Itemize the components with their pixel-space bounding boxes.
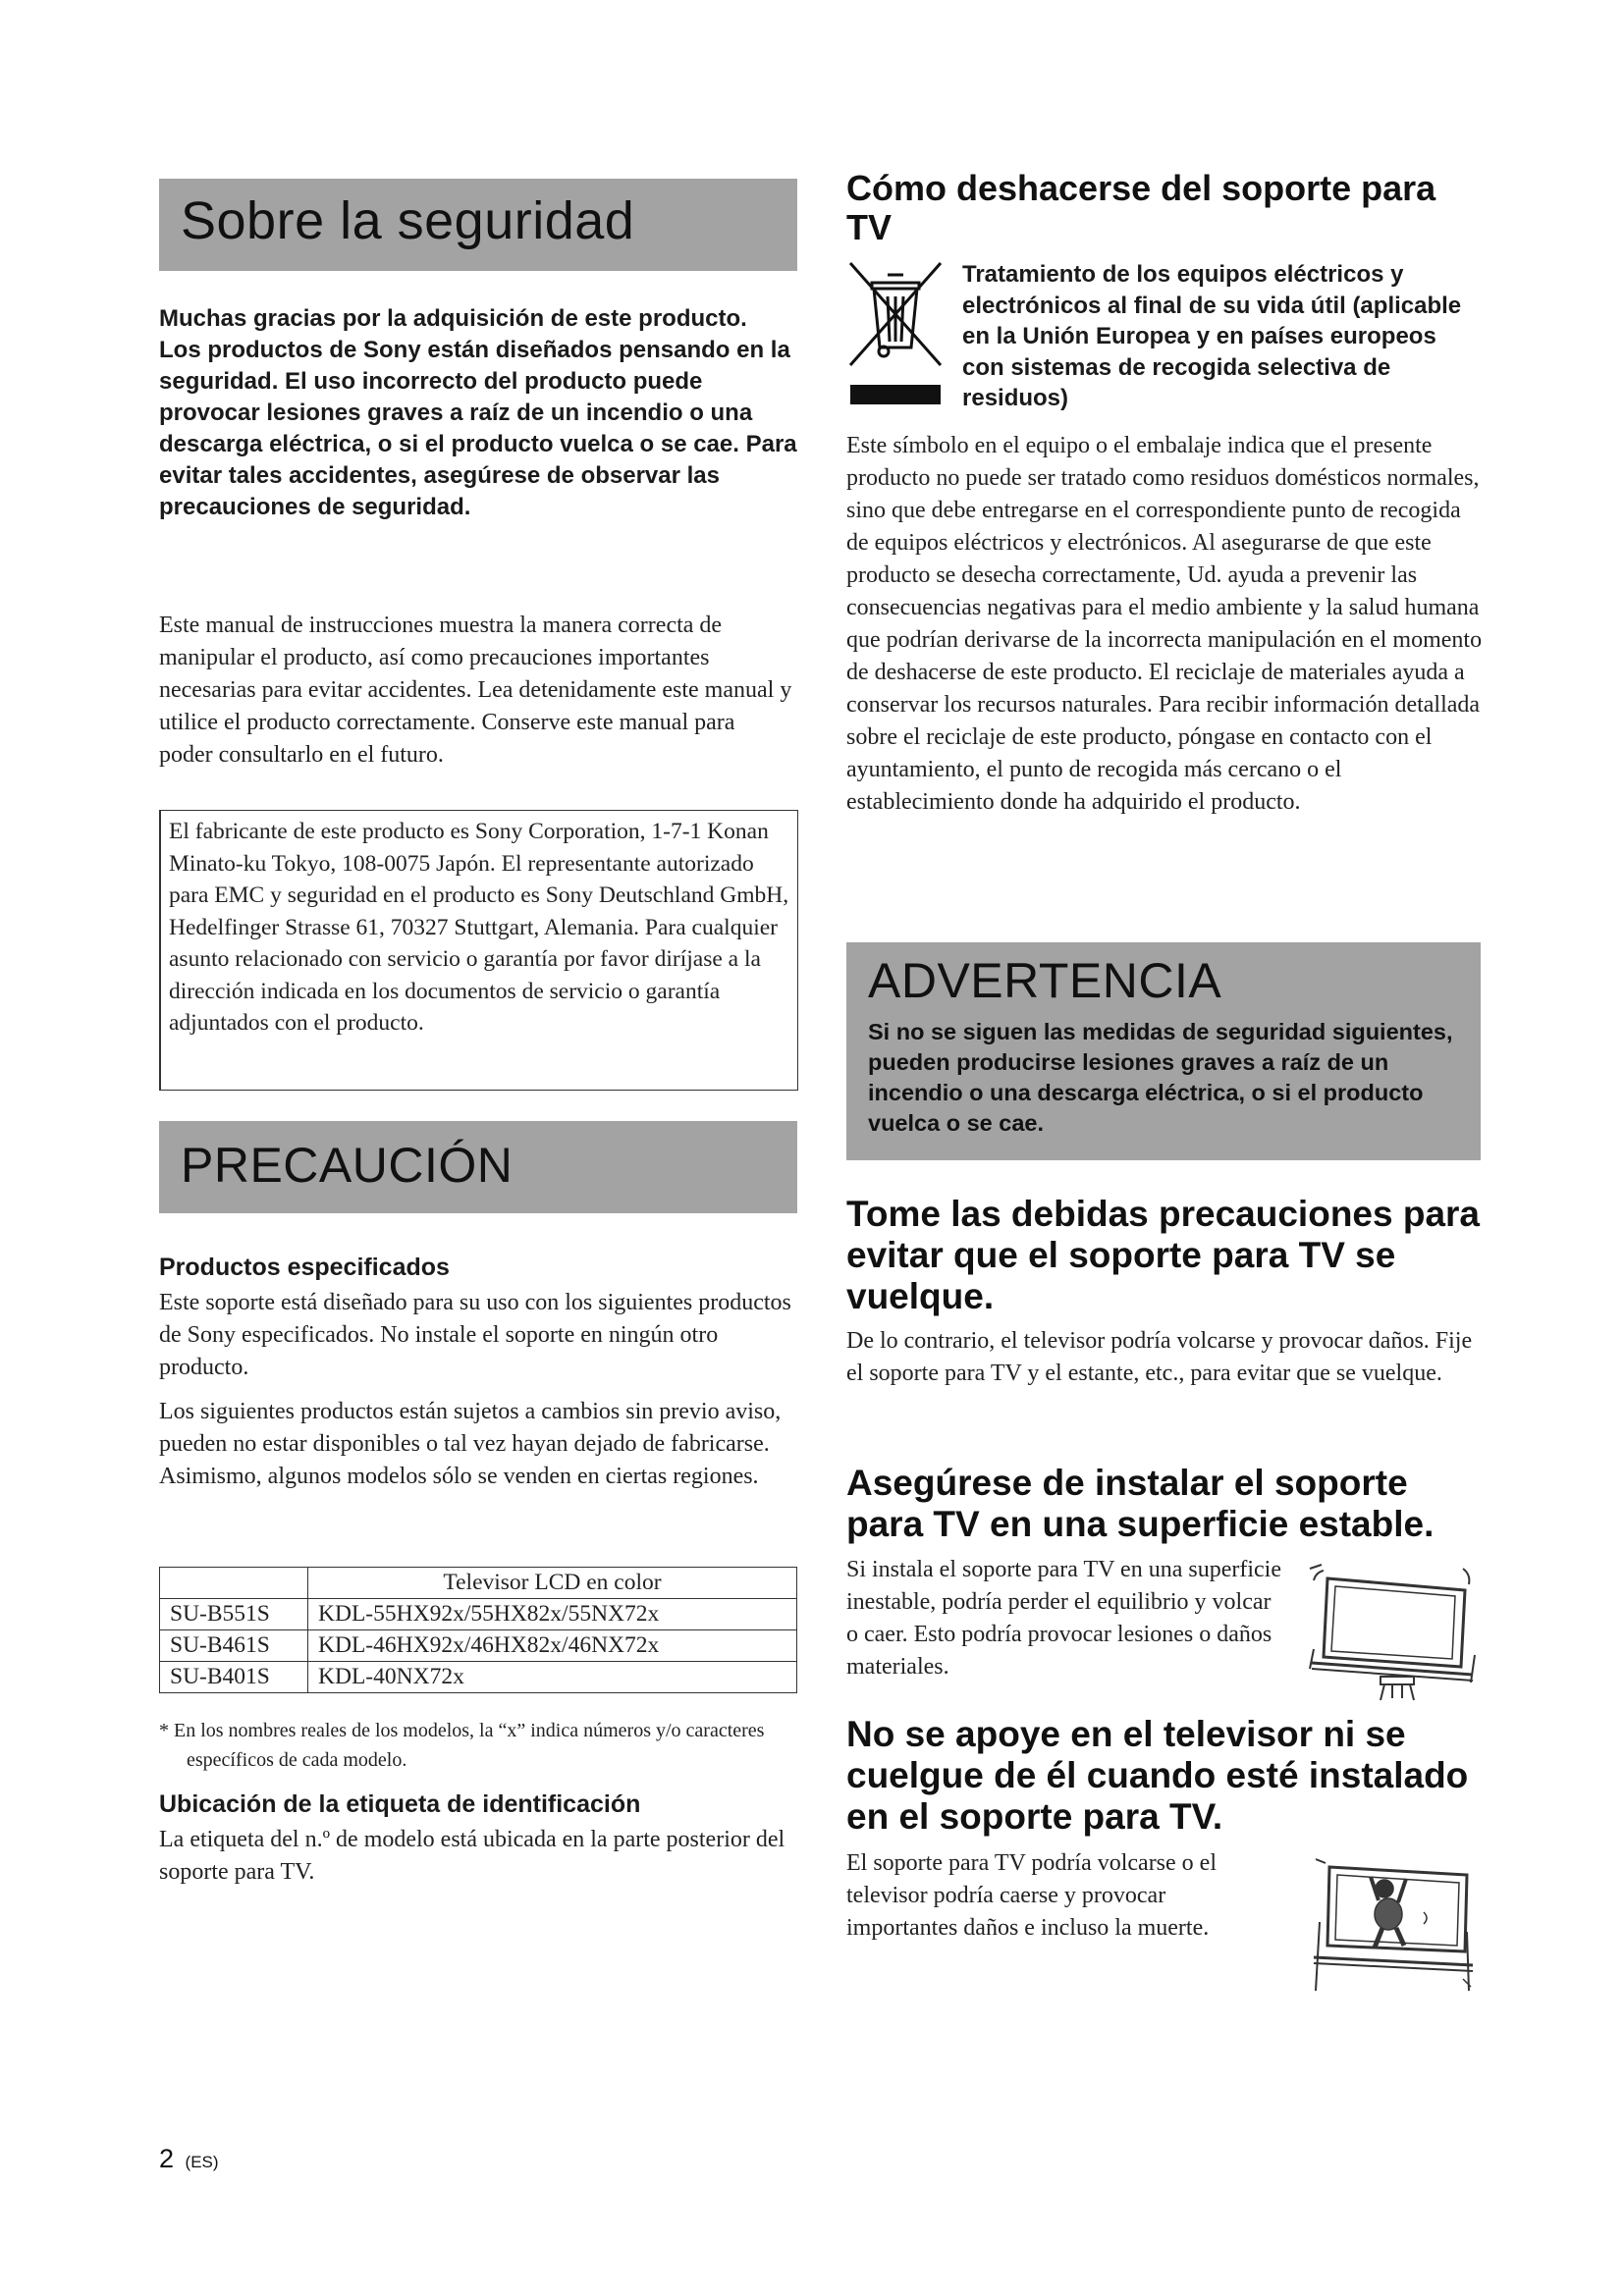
tome-heading: Tome las debidas precauciones para evitar que el soporte para TV se vuelque. xyxy=(846,1194,1481,1316)
noapoye-text-block xyxy=(846,1847,1278,1945)
table-header-cell xyxy=(160,1568,308,1599)
weee-paragraph xyxy=(846,430,1485,819)
dispose-heading: Cómo deshacerse del soporte para TV xyxy=(846,168,1436,247)
table-cell-models: KDL-55HX92x/55HX82x/55NX72x xyxy=(308,1599,797,1630)
noapoye-heading-block xyxy=(846,1714,1494,1838)
productos-para3: Asimismo, algunos modelos sólo se venden en ciertas regiones. xyxy=(159,1464,759,1489)
productos-para1: Este soporte está diseñado para su uso con los siguientes productos de Sony especificados. No instale el soporte en ningún otro producto. xyxy=(159,1290,791,1380)
precaucion-banner xyxy=(159,1121,797,1213)
manual-paragraph xyxy=(159,610,792,772)
table-header-cell: Televisor LCD en color xyxy=(308,1568,797,1599)
footnote xyxy=(159,1716,787,1775)
weee-text: Este símbolo en el equipo o el embalaje indica que el presente producto no puede ser tratado como residuos domésticos normales, sino que debe entregarse en el correspondiente punto de recogida de equipos eléctricos y electrónicos. Al asegurarse de que este producto se desecha correctamente, Ud. ayuda a prevenir las consecuencias negativas para el medio ambiente y la salud humana que podrían derivarse de la incorrecta manipulación en el momento de deshacerse de este producto. El reciclaje de materiales ayuda a conservar los recursos naturales. Para recibir información detallada sobre el reciclaje de este producto, póngase en contacto con el ayuntamiento, el punto de recogida más cercano o el establecimiento donde ha adquirido el producto. xyxy=(846,433,1483,815)
table-cell-stand: SU-B461S xyxy=(160,1630,308,1662)
models-table-wrap xyxy=(159,1567,797,1693)
page-lang: (ES) xyxy=(185,2153,219,2171)
advertencia-title: ADVERTENCIA xyxy=(868,953,1222,1008)
asegurese-text-block xyxy=(846,1554,1288,1683)
safety-banner-title: Sobre la seguridad xyxy=(181,191,635,250)
intro-block xyxy=(159,303,797,523)
ubicacion-heading: Ubicación de la etiqueta de identificación xyxy=(159,1790,641,1818)
table-cell-stand: SU-B401S xyxy=(160,1662,308,1693)
ubicacion-section xyxy=(159,1789,797,1889)
page-footer xyxy=(159,2144,219,2174)
child-hanging-tv-icon xyxy=(1306,1853,1478,2001)
asegurese-text: Si instala el soporte para TV en una superficie inestable, podría perder el equilibrio y volcar o caer. Esto podría provocar lesiones o daños materiales. xyxy=(846,1557,1281,1680)
precaucion-title: PRECAUCIÓN xyxy=(181,1138,514,1193)
asegurese-heading-block xyxy=(846,1463,1485,1545)
table-row xyxy=(160,1599,797,1630)
weee-bin-icon xyxy=(846,257,945,412)
table-row xyxy=(160,1662,797,1693)
table-cell-models: KDL-40NX72x xyxy=(308,1662,797,1693)
models-table xyxy=(159,1567,797,1693)
tv-unstable-illustration xyxy=(1306,1561,1478,1703)
tome-section xyxy=(846,1194,1494,1390)
noapoye-text: El soporte para TV podría volcarse o el televisor podría caerse y provocar importantes daños e incluso la muerte. xyxy=(846,1850,1217,1941)
table-cell-models: KDL-46HX92x/46HX82x/46NX72x xyxy=(308,1630,797,1662)
manufacturer-text: El fabricante de este producto es Sony Corporation, 1-7-1 Konan Minato-ku Tokyo, 108-0075 Japón. El representante autorizado para EMC y seguridad en el producto es Sony Deutschland GmbH, Hedelfinger Strasse 61, 70327 Stuttgart, Alemania. Para cualquier asunto relacionado con servicio o garantía por favor diríjase a la dirección indicada en los documentos de servicio o garantía adjuntados con el producto. xyxy=(169,819,789,1036)
manufacturer-box xyxy=(159,810,798,1091)
weee-crossed-bin-icon xyxy=(846,257,945,412)
productos-para2: Los siguientes productos están sujetos a cambios sin previo aviso, pueden no estar disponibles o tal vez hayan dejado de fabricarse. xyxy=(159,1399,782,1457)
footnote-text: * En los nombres reales de los modelos, la “x” indica números y/o caracteres específicos de cada modelo. xyxy=(159,1720,765,1771)
intro-safety: Los productos de Sony están diseñados pensando en la seguridad. El uso incorrecto del producto puede provocar lesiones graves a raíz de un incendio o una descarga eléctrica, o si el producto vuelca o se cae. Para evitar tales accidentes, asegúrese de observar las precauciones de seguridad. xyxy=(159,337,797,520)
table-row xyxy=(160,1630,797,1662)
table-header-row xyxy=(160,1568,797,1599)
tv-tilting-icon xyxy=(1306,1561,1478,1703)
weee-bold-text: Tratamiento de los equipos eléctricos y electrónicos al final de su vida útil (aplicable en la Unión Europea y en países europeos con sistemas de recogida selectiva de residuos) xyxy=(962,261,1462,411)
intro-thanks: Muchas gracias por la adquisición de este producto. xyxy=(159,305,747,332)
ubicacion-text: La etiqueta del n.º de modelo está ubicada en la parte posterior del soporte para TV. xyxy=(159,1827,785,1885)
tome-text: De lo contrario, el televisor podría volcarse y provocar daños. Fije el soporte para TV y el estante, etc., para evitar que se vuelque. xyxy=(846,1328,1473,1386)
safety-banner xyxy=(159,179,797,271)
asegurese-heading: Asegúrese de instalar el soporte para TV en una superficie estable. xyxy=(846,1463,1435,1544)
table-cell-stand: SU-B551S xyxy=(160,1599,308,1630)
noapoye-heading: No se apoye en el televisor ni se cuelgue de él cuando esté instalado en el soporte para TV. xyxy=(846,1714,1469,1837)
productos-heading: Productos especificados xyxy=(159,1254,450,1281)
weee-bold-block xyxy=(962,259,1483,414)
advertencia-box xyxy=(846,942,1481,1160)
advertencia-text: Si no se siguen las medidas de seguridad siguientes, pueden producirse lesiones graves a raíz de un incendio o una descarga eléctrica, o si el producto vuelca o se cae. xyxy=(868,1019,1453,1136)
tv-hanging-illustration xyxy=(1306,1853,1478,2001)
manual-text: Este manual de instrucciones muestra la manera correcta de manipular el producto, así como precauciones importantes necesarias para evitar accidentes. Lea detenidamente este manual y utilice el producto correctamente. Conserve este manual para poder consultarlo en el futuro. xyxy=(159,613,792,768)
productos-section xyxy=(159,1252,797,1493)
dispose-section xyxy=(846,169,1485,247)
page-number: 2 xyxy=(159,2144,175,2173)
